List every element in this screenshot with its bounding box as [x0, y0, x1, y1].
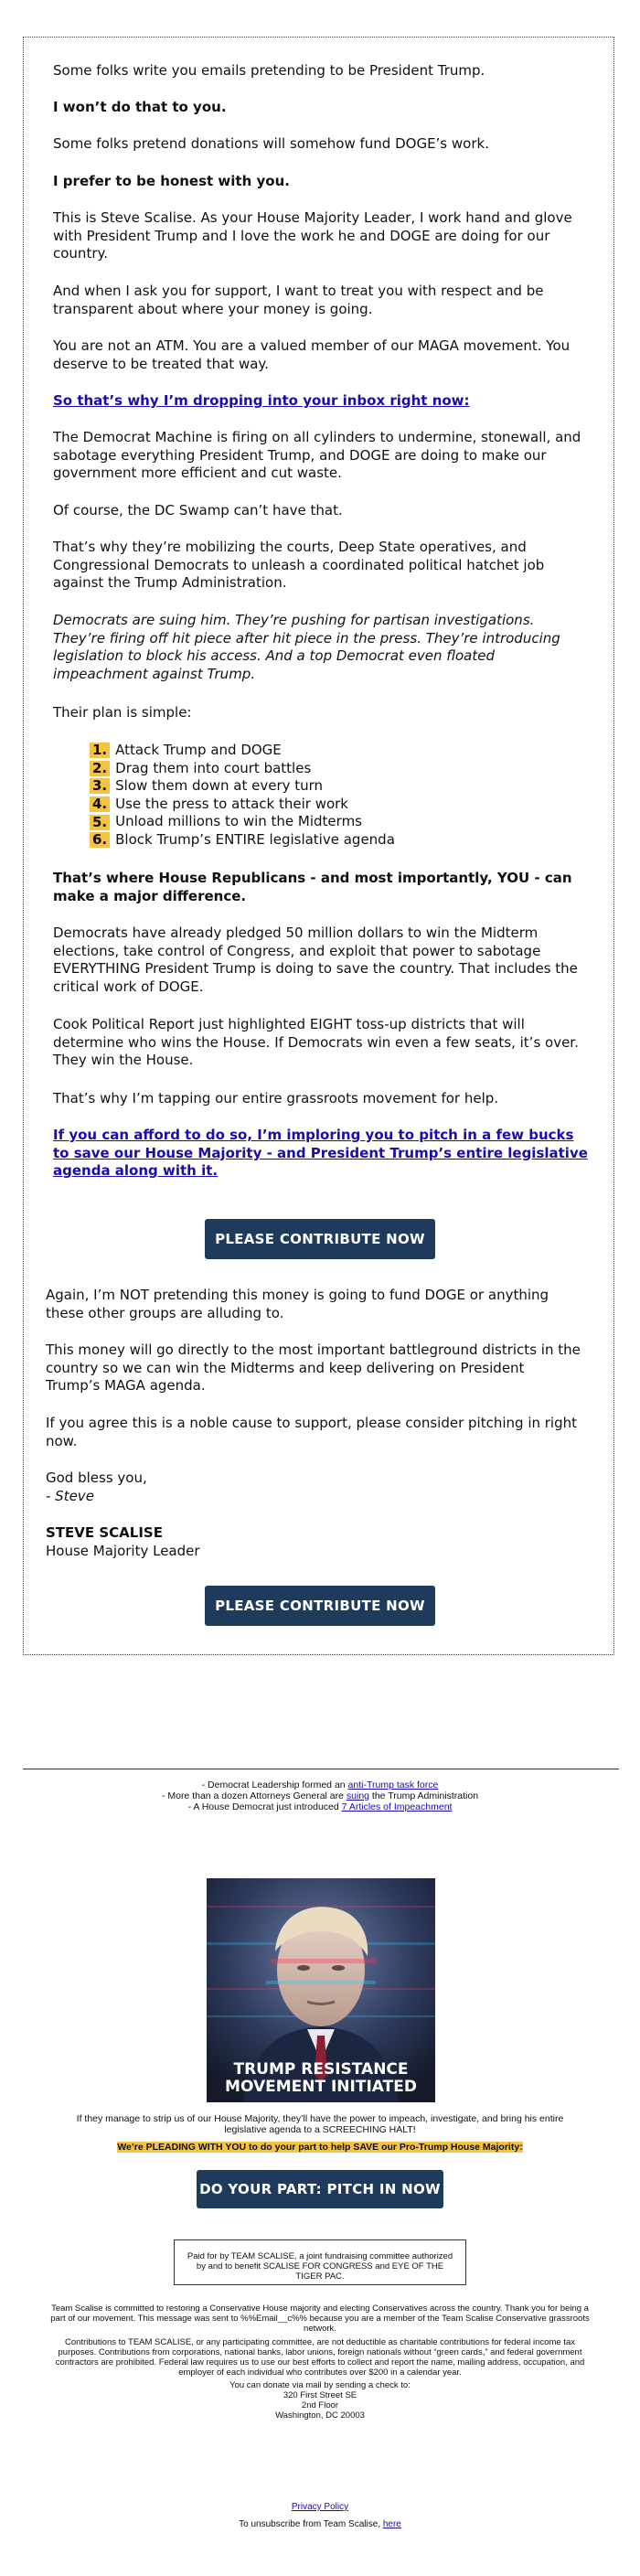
- intro-line-4: I prefer to be honest with you.: [53, 173, 290, 189]
- intro-line-1: Some folks write you emails pretending to be President Trump.: [53, 62, 485, 79]
- plan-number: 1.: [90, 743, 110, 758]
- pleading-highlight: We’re PLEADING WITH YOU to do your part to help SAVE our Pro-Trump House Majority:: [117, 2142, 523, 2153]
- task-force-link[interactable]: anti-Trump task force: [347, 1780, 439, 1790]
- privacy-line: [23, 2502, 617, 2513]
- intro-line-2: I won’t do that to you.: [53, 99, 227, 115]
- unsubscribe-text: To unsubscribe from Team Scalise,: [239, 2519, 383, 2529]
- trump-resistance-banner[interactable]: [207, 1878, 435, 2102]
- footer-bullet-1: [23, 1780, 617, 1790]
- intro-line-3: Some folks pretend donations will somehow fund DOGE’s work.: [53, 135, 489, 152]
- plan-number: 3.: [90, 778, 110, 794]
- paragraph-dc-swamp: Of course, the DC Swamp can’t have that.: [53, 502, 343, 518]
- impeachment-link[interactable]: 7 Articles of Impeachment: [341, 1801, 453, 1812]
- paid-for-box: [174, 2239, 466, 2285]
- plan-text: Unload millions to win the Midterms: [115, 813, 362, 830]
- closing: God bless you,: [46, 1470, 147, 1486]
- contribute-button-2[interactable]: PLEASE CONTRIBUTE NOW: [205, 1586, 435, 1626]
- paragraph-grassroots: That’s why I’m tapping our entire grassroots movement for help.: [53, 1090, 499, 1106]
- bullet-text: - More than a dozen Attorneys General are: [161, 1790, 347, 1801]
- bullet-text: - Democrat Leadership formed an: [201, 1780, 348, 1790]
- pitch-in-button[interactable]: DO YOUR PART: PITCH IN NOW: [197, 2170, 443, 2208]
- plan-item: [90, 742, 565, 760]
- address-line-1: 320 First Street SE: [283, 2390, 357, 2400]
- paragraph-not-atm: You are not an ATM. You are a valued member of our MAGA movement. You deserve to be treated that way.: [53, 337, 571, 372]
- unsubscribe-link[interactable]: here: [382, 2519, 401, 2529]
- privacy-policy-link[interactable]: Privacy Policy: [291, 2502, 349, 2512]
- plan-text: Use the press to attack their work: [115, 795, 348, 812]
- paragraph-battleground: This money will go directly to the most important battleground districts in the country so we can win the Midterms and keep delivering on President Trump’s MAGA agenda.: [46, 1341, 581, 1395]
- inbox-link[interactable]: So that’s why I’m dropping into your inbox right now:: [53, 392, 470, 409]
- contributions-disclaimer: Contributions to TEAM SCALISE, or any participating committee, are not deductible as charitable contributions for federal income tax purposes. Contributions from corporations, national banks, labor unions, foreign nationals without “green cards,” and federal government contractors are prohibited. Federal law requires us to use our best efforts to collect and report the name, mailing address, occupation, and employer of each individual who contributes over $200 in a calendar year.: [55, 2337, 585, 2378]
- plan-item: [90, 777, 565, 796]
- bullet-text: the Trump Administration: [369, 1790, 479, 1801]
- address-line-2: 2nd Floor: [301, 2400, 339, 2410]
- plan-number: 4.: [90, 796, 110, 812]
- paragraph-plan-intro: Their plan is simple:: [53, 704, 192, 721]
- plan-text: Drag them into court battles: [115, 759, 312, 776]
- unsubscribe-line: [23, 2519, 617, 2530]
- pleading-line: [23, 2142, 617, 2153]
- paragraph-house-republicans: That’s where House Republicans - and most importantly, YOU - can make a major difference.: [53, 870, 572, 904]
- banner-title-line-1: TRUMP RESISTANCE: [233, 2060, 409, 2079]
- plan-item: [90, 831, 565, 850]
- mail-intro: You can donate via mail by sending a check to:: [229, 2380, 411, 2390]
- paragraph-suing: Democrats are suing him. They’re pushing for partisan investigations. They’re firing off hit piece after hit piece in the press. They’re introducing legislation to block his access. And a top Democrat even floated impeachment against Trump.: [53, 612, 560, 682]
- paragraph-democrat-machine: The Democrat Machine is firing on all cylinders to undermine, stonewall, and sabotage everything President Trump, and DOGE are doing to make our government more efficient and cut waste.: [53, 429, 581, 482]
- signer-name: STEVE SCALISE: [46, 1524, 163, 1541]
- paragraph-transparency: And when I ask you for support, I want to treat you with respect and be transparent about where your money is going.: [53, 283, 544, 317]
- paragraph-introduction: This is Steve Scalise. As your House Majority Leader, I work hand and glove with President Trump and I love the work he and DOGE are doing for our country.: [53, 209, 572, 262]
- address-line-3: Washington, DC 20003: [275, 2410, 365, 2421]
- plan-number: 2.: [90, 761, 110, 776]
- banner-title-line-2: MOVEMENT INITIATED: [225, 2078, 417, 2096]
- suing-link[interactable]: suing: [346, 1790, 369, 1801]
- footer-bullet-3: [23, 1801, 617, 1812]
- plan-number: 6.: [90, 832, 110, 848]
- plan-item: [90, 796, 565, 814]
- plan-text: Block Trump’s ENTIRE legislative agenda: [115, 830, 395, 848]
- link-paragraph-1: [53, 392, 588, 411]
- link-paragraph-2: [53, 1127, 588, 1181]
- plan-item: [90, 813, 565, 831]
- paragraph-50-million: Democrats have already pledged 50 million dollars to win the Midterm elections, take control of Congress, and exploit that power to sabotage EVERYTHING President Trump is doing to save the country. That includes the critical work of DOGE.: [53, 925, 578, 995]
- contribute-button-1[interactable]: PLEASE CONTRIBUTE NOW: [205, 1219, 435, 1259]
- plan-list: [90, 742, 565, 850]
- bullet-text: - A House Democrat just introduced: [187, 1801, 342, 1812]
- plan-text: Attack Trump and DOGE: [115, 742, 282, 758]
- paragraph-mobilizing: That’s why they’re mobilizing the courts, Deep State operatives, and Congressional Democrats to unleash a coordinated political hatchet job against the Trump Administration.: [53, 539, 545, 592]
- plan-text: Slow them down at every turn: [115, 777, 324, 795]
- signer-title: House Majority Leader: [46, 1543, 200, 1559]
- paragraph-noble-cause: If you agree this is a noble cause to support, please consider pitching in right now.: [46, 1415, 578, 1449]
- plan-number: 5.: [90, 815, 110, 830]
- paragraph-cook-report: Cook Political Report just highlighted EIGHT toss-up districts that will determine who wins the House. If Democrats win even a few seats, it’s over. They win the House.: [53, 1016, 579, 1069]
- signature: - Steve: [46, 1488, 94, 1504]
- paid-for-text: Paid for by TEAM SCALISE, a joint fundraising committee authorized by and to benefit SCALISE FOR CONGRESS and EYE OF THE TIGER PAC.: [187, 2251, 453, 2282]
- paragraph-not-pretending: Again, I’m NOT pretending this money is going to fund DOGE or anything these other groups are alluding to.: [46, 1287, 549, 1321]
- footer-bullet-2: [23, 1790, 617, 1801]
- strip-warning: If they manage to strip us of our House Majority, they’ll have the power to impeach, investigate, and bring his entire legislative agenda to a SCREECHING HALT!: [76, 2113, 564, 2135]
- plan-item: [90, 760, 565, 778]
- committed-text: Team Scalise is committed to restoring a Conservative House majority and electing Conservatives across the country. Thank you for being a part of our movement. This message was sent to %%Email__c%% because you are a member of the Team Scalise Conservative grassroots network.: [50, 2303, 590, 2334]
- pitch-in-link[interactable]: If you can afford to do so, I’m imploring you to pitch in a few bucks to save our House Majority - and President Trump’s entire legislative agenda along with it.: [53, 1127, 588, 1180]
